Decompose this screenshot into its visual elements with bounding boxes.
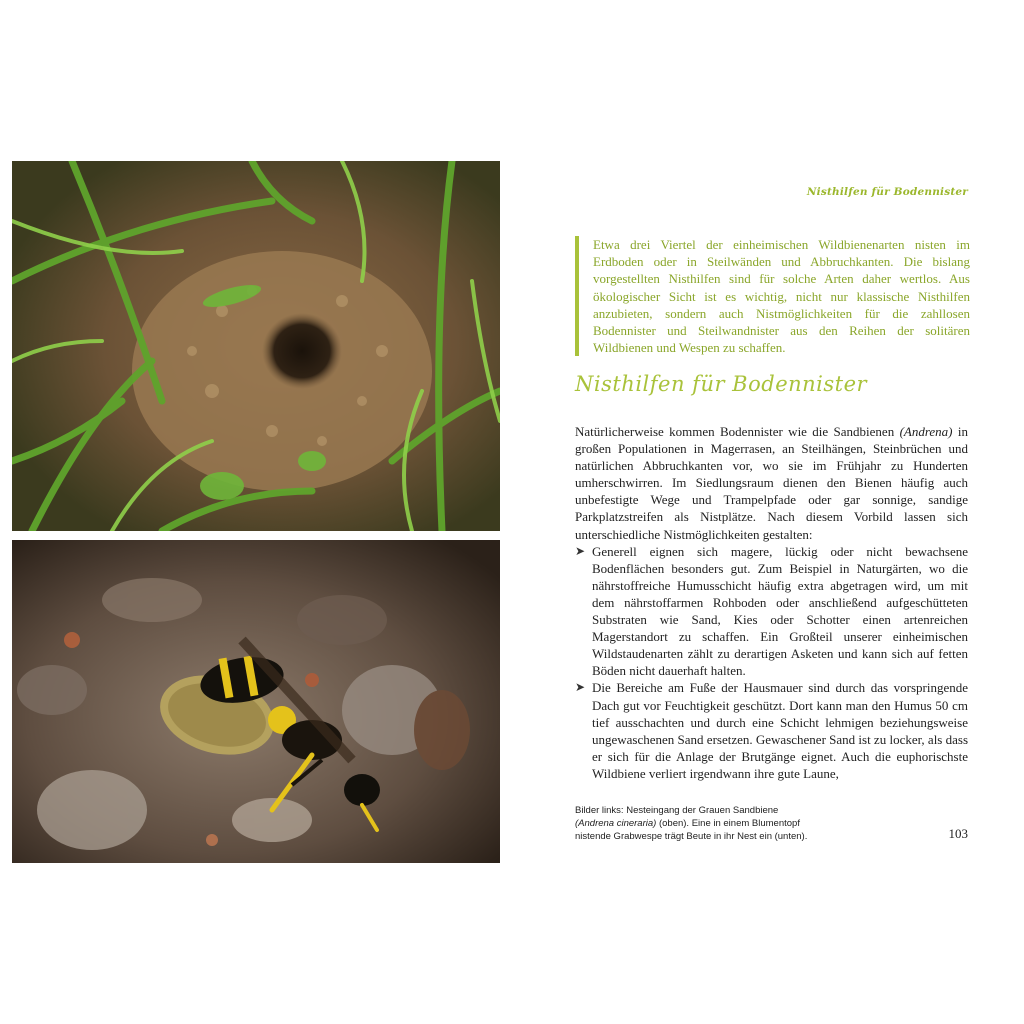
list-item: ➤ Die Bereiche am Fuße der Hausmauer sind durch das vorspringende Dach gut vor Feuchtigkeit geschützt. Dort kann man den Humus 50 cm tief ausschachten und durch eine Schicht lehmigen beziehungsweise ungewaschenen Sand ersetzen. Gewaschener Sand ist zu locker, als dass er sich für die Anlage der Brutgänge eignet. Auch die euphorischste Wildbiene verliert irgendwann ihre gute Laune, [575,680,968,781]
intro-paragraph: Etwa drei Viertel der einheimischen Wildbienenarten nisten im Erdboden oder in Steilwänden und Abbruchkanten. Die bislang vorgestellten Nisthilfen sind für solche Arten daher wertlos. Aus ökologischer Sicht ist es wichtig, nicht nur klassische Nisthilfen anzubieten, sondern auch Nistmöglichkeiten für die zahllosen Bodennister und Steilwandnister aus den Reihen der solitären Wildbienen und Wespen zu schaffen. [575,236,970,356]
bullet-list [575,543,968,782]
image-caption: Bilder links: Nesteingang der Grauen Sandbiene (Andrena cineraria) (oben). Eine in einem Blumentopf nistende Grabwespe trägt Beute in ihr Nest ein (unten). [575,805,808,842]
photo-digger-wasp [12,540,500,863]
body-text [575,423,968,782]
running-head: Nisthilfen für Bodennister [806,186,968,198]
list-item: ➤ Generell eignen sich magere, lückig oder nicht bewachsene Bodenflächen besonders gut. Zum Beispiel in Naturgärten, wo die nährstoffreiche Humusschicht häufig extra abgetragen wird, um mit dem nährstoffarmen Rohboden oder anschließend aufgeschütteten Substraten wie Sand, Kies oder Schotter einen artenreichen Magerstandort zu schaffen. Ein Großteil unserer einheimischen Wildstaudenarten zählt zu derartigen Asketen und kann sich auf fetten Böden nicht dauerhaft halten. [575,543,968,679]
genus-name: (Andrena) [899,424,953,439]
page-number: 103 [948,826,968,841]
body-paragraph: Natürlicherweise kommen Bodennister wie die Sandbienen (Andrena) in großen Populationen in Magerrasen, an Steilhängen, Steinbrüchen und natürlichen Abbruchkanten vor, wo sie im Frühjahr zu Hunderten umherschwirren. Im Siedlungsraum dienen den Bienen häufig auch unbefestigte Wege und Trampelpfade oder gar sonnige, sandige Parkplatzstreifen als Nistplätze. Nach diesem Vorbild lassen sich unterschiedliche Nistmöglichkeiten gestalten: [575,424,968,542]
arrow-bullet-icon: ➤ [575,680,586,695]
arrow-bullet-icon: ➤ [575,543,586,558]
section-heading: Nisthilfen für Bodennister [575,372,868,396]
photo-sandbee-nest [12,161,500,531]
